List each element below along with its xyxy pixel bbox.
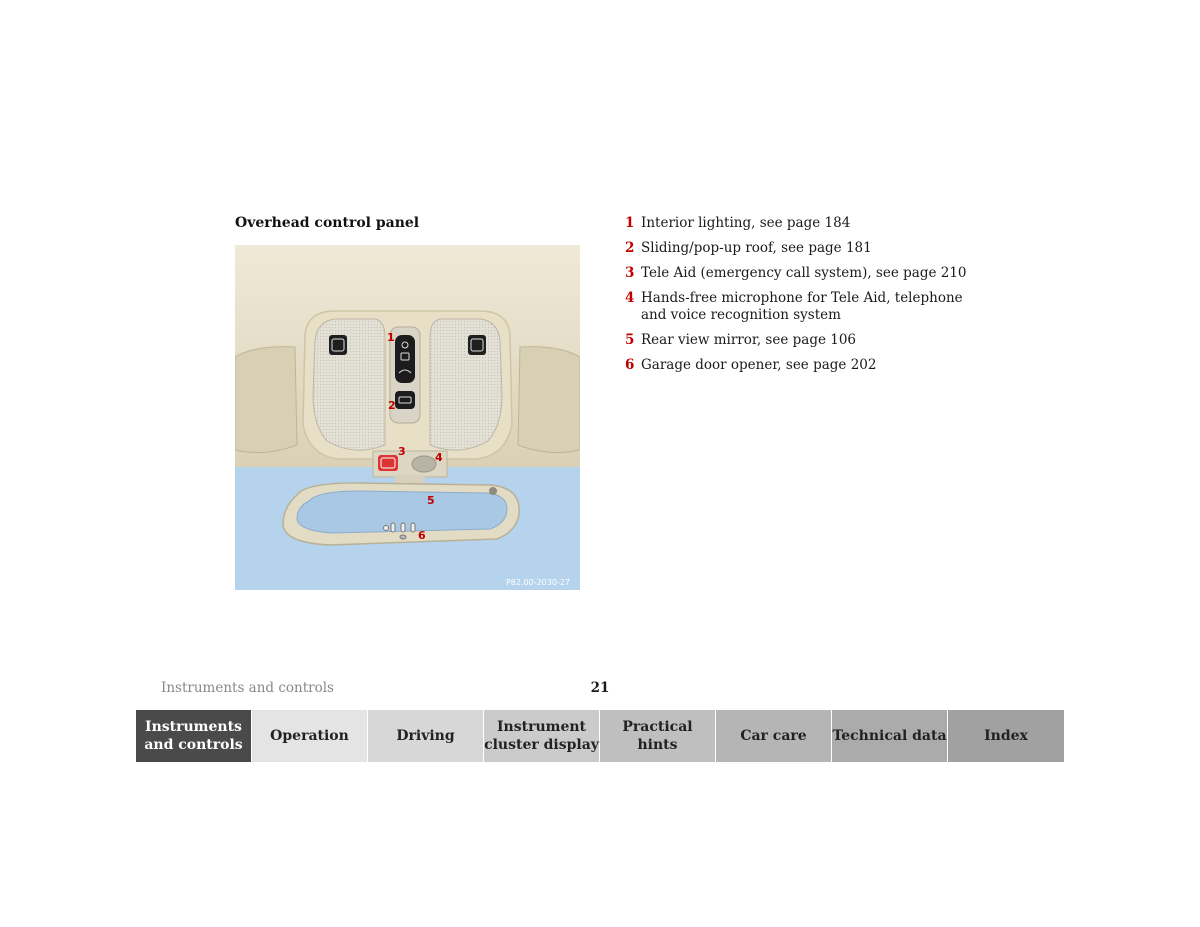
legend-item — [625, 332, 985, 349]
callout-1: 1 — [387, 331, 395, 344]
tab-operation[interactable]: Operation — [252, 710, 368, 762]
tab-index[interactable]: Index — [948, 710, 1064, 762]
legend-item — [625, 215, 985, 232]
legend-text: Tele Aid (emergency call system), see page 210 — [641, 265, 967, 281]
legend-item — [625, 240, 985, 257]
page-number: 21 — [590, 680, 610, 696]
callout-6: 6 — [418, 529, 426, 542]
legend-text: Sliding/pop-up roof, see page 181 — [641, 240, 872, 256]
legend-text: Garage door opener, see page 202 — [641, 356, 877, 373]
chapter-tabs — [136, 710, 1064, 762]
legend-number: 1 — [625, 215, 635, 231]
legend-number: 5 — [625, 331, 635, 348]
legend-number: 2 — [625, 240, 635, 256]
tab-car-care[interactable]: Car care — [716, 710, 832, 762]
tab-instrument-cluster-display[interactable]: Instrument cluster display — [484, 710, 600, 762]
tab-technical-data[interactable]: Technical data — [832, 710, 948, 762]
overhead-panel-drawing — [235, 245, 580, 590]
legend-list — [625, 215, 985, 382]
tab-practical-hints[interactable]: Practical hints — [600, 710, 716, 762]
legend-number: 3 — [625, 265, 635, 281]
callout-5: 5 — [427, 494, 435, 507]
legend-item — [625, 265, 985, 282]
footer-section-title: Instruments and controls — [161, 680, 334, 696]
legend-item — [625, 357, 985, 374]
tab-driving[interactable]: Driving — [368, 710, 484, 762]
callout-2: 2 — [388, 399, 396, 412]
legend-text: Rear view mirror, see page 106 — [641, 331, 857, 348]
legend-number: 4 — [625, 290, 635, 306]
overhead-panel-illustration — [235, 245, 580, 590]
callout-3: 3 — [398, 445, 406, 458]
figure-code: P82.00-2030-27 — [505, 578, 570, 587]
legend-text: Interior lighting, see page 184 — [641, 215, 851, 231]
legend-text: Hands-free microphone for Tele Aid, telephone and voice recognition system — [641, 290, 963, 323]
legend-number: 6 — [625, 356, 635, 373]
callout-4: 4 — [435, 451, 443, 464]
tab-instruments-and-controls[interactable]: Instruments and controls — [136, 710, 252, 762]
section-title: Overhead control panel — [235, 215, 420, 231]
legend-item — [625, 290, 985, 323]
